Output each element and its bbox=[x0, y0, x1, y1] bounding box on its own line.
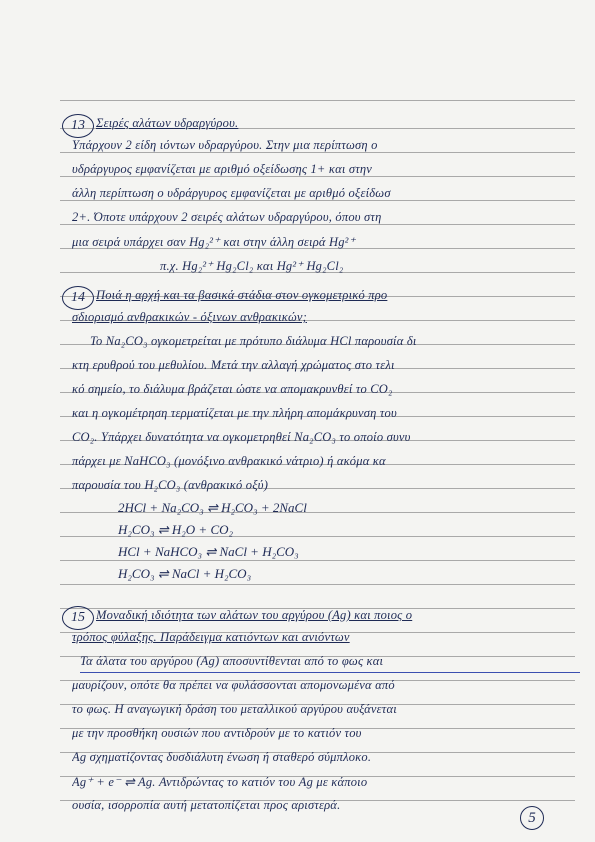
section-13-example: π.χ. Hg₂²⁺ Hg₂Cl₂ και Hg²⁺ Hg₂Cl₂ bbox=[160, 259, 344, 273]
section-14-line: και η ογκομέτρηση τερματίζεται με την πλήρη απομάκρυνση του bbox=[72, 406, 397, 420]
section-number-13: 13 bbox=[62, 114, 94, 138]
section-15-title-cont: τρόπος φύλαξης. Παράδειγμα κατιόντων και ανιόντων bbox=[72, 630, 350, 644]
equation: H₂CO₃ ⇌ H₂O + CO₂ bbox=[118, 522, 234, 537]
section-14-line: CO₂. Υπάρχει δυνατότητα να ογκομετρηθεί Na₂CO₃ το οποίο συνυ bbox=[72, 430, 411, 444]
section-15-line: ουσία, ισορροπία αυτή μετατοπίζεται προς αριστερά. bbox=[72, 798, 341, 812]
section-13-title: Σειρές αλάτων υδραργύρου. bbox=[96, 116, 239, 130]
section-15-line: Τα άλατα του αργύρου (Ag) αποσυντίθενται από το φως και bbox=[80, 654, 384, 668]
section-15-line: μαυρίζουν, οπότε θα πρέπει να φυλάσσονται απομονωμένα από bbox=[72, 678, 395, 692]
section-13-line: μια σειρά υπάρχει σαν Hg₂²⁺ και στην άλλη σειρά Hg²⁺ bbox=[72, 235, 356, 249]
section-number-14: 14 bbox=[62, 286, 94, 310]
section-number-15: 15 bbox=[62, 606, 94, 630]
section-14-line: κό σημείο, το διάλυμα βράζεται ώστε να απομακρυνθεί το CO₂ bbox=[72, 382, 393, 396]
section-14-title: Ποιά η αρχή και τα βασικά στάδια στον ογκομετρικό προ bbox=[96, 288, 388, 302]
section-14-line: κτη ερυθρού του μεθυλίου. Μετά την αλλαγή χρώματος στο τελι bbox=[72, 358, 395, 372]
blue-underline bbox=[80, 672, 580, 673]
section-13-line: άλλη περίπτωση ο υδράργυρος εμφανίζεται με αριθμό οξείδωσ bbox=[72, 186, 391, 200]
equation: H₂CO₃ ⇌ NaCl + H₂CO₃ bbox=[118, 566, 252, 581]
section-14-line: παρουσία του H₂CO₃ (ανθρακικό οξύ) bbox=[72, 478, 269, 492]
section-15-line: το φως. Η αναγωγική δράση του μεταλλικού αργύρου αυξάνεται bbox=[72, 702, 397, 716]
equation: 2HCl + Na₂CO₃ ⇌ H₂CO₃ + 2NaCl bbox=[118, 500, 307, 515]
section-14-line: Το Na₂CO₃ ογκομετρείται με πρότυπο διάλυμα HCl παρουσία δι bbox=[90, 334, 417, 348]
section-15-line: Ag⁺ + e⁻ ⇌ Ag. Αντιδρώντας το κατιόν του Ag με κάποιο bbox=[72, 775, 368, 789]
section-13-line: Υπάρχουν 2 είδη ιόντων υδραργύρου. Στην μια περίπτωση ο bbox=[72, 138, 378, 152]
section-15-line: Ag σχηματίζοντας δυσδιάλυτη ένωση ή σταθερό σύμπλοκο. bbox=[72, 750, 372, 764]
section-15-line: με την προσθήκη ουσιών που αντιδρούν με το κατιόν του bbox=[72, 726, 362, 740]
section-15-title: Μοναδική ιδιότητα των αλάτων του αργύρου (Ag) και ποιος ο bbox=[96, 608, 413, 622]
page-number: 5 bbox=[520, 806, 544, 830]
section-14-line: πάρχει με NaHCO₃ (μονόξινο ανθρακικό νάτριο) ή ακόμα κα bbox=[72, 454, 386, 468]
section-13-line: 2+. Όποτε υπάρχουν 2 σειρές αλάτων υδραργύρου, όπου στη bbox=[72, 210, 382, 224]
equation: HCl + NaHCO₃ ⇌ NaCl + H₂CO₃ bbox=[118, 544, 299, 559]
section-13-line: υδράργυρος εμφανίζεται με αριθμό οξείδωσης 1+ και στην bbox=[72, 162, 373, 176]
section-14-title-cont: σδιορισμό ανθρακικών - όξινων ανθρακικών; bbox=[72, 310, 307, 324]
